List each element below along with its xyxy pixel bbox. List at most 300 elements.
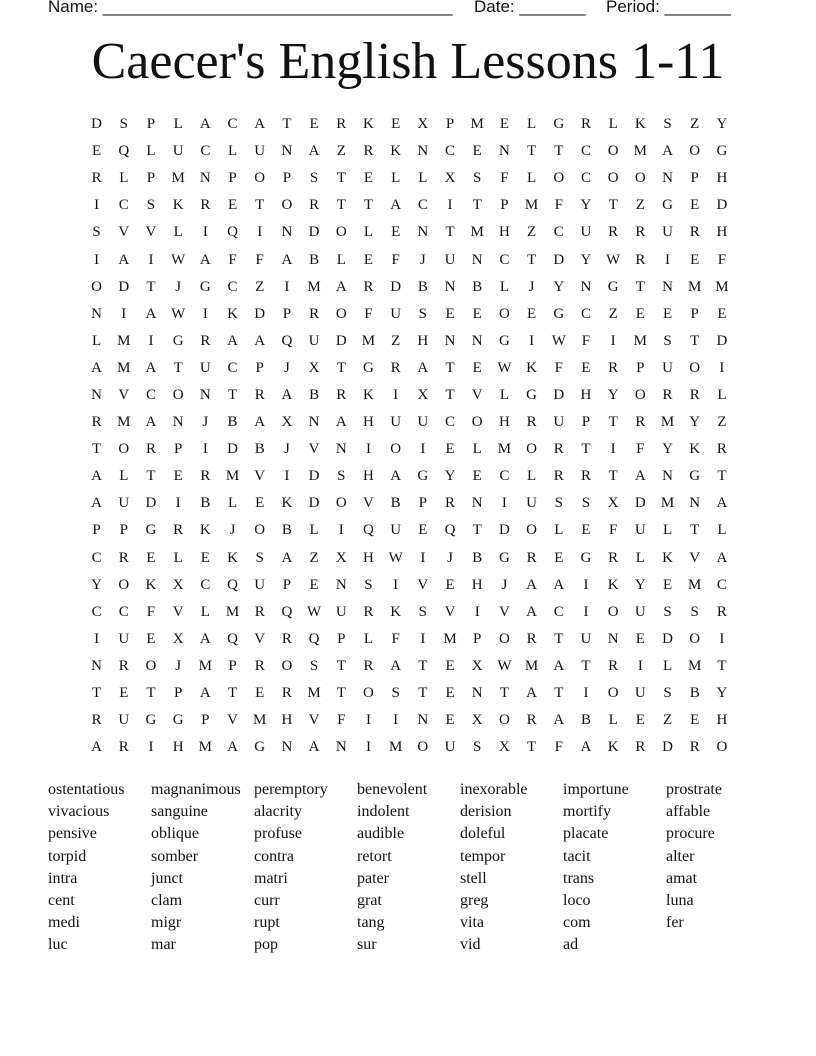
grid-letter: P (228, 170, 237, 187)
grid-letter: T (445, 224, 455, 241)
grid-letter: A (199, 630, 211, 647)
grid-letter: A (308, 143, 320, 160)
grid-letter: T (445, 386, 455, 403)
grid-letter: C (91, 603, 102, 620)
grid-letter: R (689, 224, 700, 241)
grid-row (83, 599, 736, 626)
grid-letter: N (444, 278, 456, 295)
word-list-item: peremptory (254, 781, 328, 798)
grid-letter: M (117, 332, 131, 349)
grid-letter: V (308, 712, 320, 729)
grid-letter: N (281, 224, 293, 241)
grid-letter: J (175, 657, 182, 674)
grid-letter: U (634, 522, 646, 539)
grid-letter: S (473, 739, 482, 756)
grid-letter: B (689, 685, 700, 702)
grid-letter: D (308, 468, 320, 485)
grid-letter: S (663, 603, 672, 620)
grid-letter: I (148, 739, 154, 756)
grid-letter: Q (444, 522, 456, 539)
word-list-item: vita (460, 914, 484, 932)
grid-letter: E (363, 170, 374, 187)
grid-letter: M (225, 603, 240, 620)
grid-letter: R (716, 441, 727, 458)
grid-letter: K (526, 359, 538, 376)
grid-letter: N (308, 414, 320, 431)
grid-letter: M (117, 359, 131, 376)
grid-letter: T (418, 657, 428, 674)
grid-letter: A (254, 332, 266, 349)
grid-letter: G (417, 468, 429, 485)
grid-letter: O (335, 495, 347, 512)
grid-letter: S (473, 170, 482, 187)
word-list-item: pensive (48, 825, 97, 843)
grid-letter: P (445, 116, 455, 133)
grid-letter: T (608, 414, 618, 431)
grid-letter: D (553, 386, 565, 403)
grid-letter: I (447, 197, 453, 214)
grid-letter: U (417, 414, 429, 431)
grid-letter: P (146, 170, 156, 187)
grid-letter: C (445, 143, 456, 160)
grid-letter: T (499, 685, 509, 702)
grid-letter: U (580, 224, 592, 241)
grid-letter: A (91, 739, 103, 756)
grid-letter: R (390, 359, 401, 376)
grid-letter: O (607, 603, 619, 620)
word-list-item: profuse (254, 825, 302, 843)
grid-letter: U (553, 414, 565, 431)
grid-letter: H (363, 549, 374, 566)
grid-letter: I (121, 305, 127, 322)
grid-letter: B (390, 495, 401, 512)
grid-letter: T (336, 359, 346, 376)
grid-letter: R (553, 468, 564, 485)
grid-letter: R (309, 305, 320, 322)
grid-letter: B (472, 549, 483, 566)
grid-letter: Y (607, 386, 619, 403)
grid-letter: I (637, 657, 643, 674)
grid-letter: M (633, 332, 648, 349)
grid-letter: H (172, 739, 184, 756)
grid-letter: M (497, 441, 512, 458)
grid-letter: L (173, 116, 183, 133)
word-list-item: rupt (254, 914, 280, 932)
grid-letter: N (281, 143, 293, 160)
grid-letter: P (282, 576, 292, 593)
grid-letter: L (309, 522, 319, 539)
page-title: Caecer's English Lessons 1-11 (91, 33, 725, 90)
grid-letter: R (91, 170, 102, 187)
grid-letter: Q (281, 332, 293, 349)
grid-letter: I (583, 576, 589, 593)
grid-letter: J (202, 414, 209, 431)
grid-letter: N (172, 414, 184, 431)
grid-letter: Z (336, 143, 346, 160)
grid-letter: U (634, 603, 646, 620)
grid-letter: A (662, 143, 673, 160)
grid-letter: V (227, 712, 238, 729)
word-list-item: alter (666, 847, 695, 865)
grid-letter: M (470, 116, 484, 133)
grid-letter: F (554, 739, 563, 756)
grid-letter: M (688, 657, 702, 674)
grid-letter: I (94, 630, 100, 647)
grid-letter: A (227, 739, 238, 756)
word-list-item: mar (151, 936, 176, 954)
grid-letter: R (118, 657, 129, 674)
grid-letter: I (202, 224, 208, 241)
grid-letter: R (336, 116, 347, 133)
grid-letter: Q (308, 630, 320, 647)
grid-letter: N (335, 441, 347, 458)
grid-letter: W (388, 549, 403, 566)
grid-row (83, 328, 736, 355)
grid-letter: G (553, 116, 565, 133)
grid-letter: U (199, 359, 211, 376)
grid-row (83, 490, 736, 517)
grid-letter: P (173, 685, 183, 702)
grid-letter: Y (91, 576, 103, 593)
grid-letter: P (119, 522, 128, 539)
grid-letter: L (527, 116, 537, 133)
word-list-item: tang (357, 914, 385, 932)
grid-letter: X (498, 739, 510, 756)
grid-letter: I (610, 332, 616, 349)
grid-letter: L (119, 170, 129, 187)
grid-letter: B (254, 441, 265, 458)
grid-letter: R (200, 468, 211, 485)
word-list-column (563, 779, 666, 957)
grid-letter: R (145, 441, 156, 458)
word-list-item: luna (666, 891, 694, 909)
grid-letter: I (284, 278, 290, 295)
grid-letter: S (309, 657, 319, 674)
grid-letter: A (335, 414, 347, 431)
grid-letter: A (580, 739, 592, 756)
grid-letter: X (607, 495, 619, 512)
grid-letter: D (634, 495, 646, 512)
grid-letter: P (500, 197, 509, 214)
grid-letter: X (444, 170, 456, 187)
word-list-item: cent (48, 891, 75, 909)
grid-letter: T (472, 522, 482, 539)
word-list-item: pop (254, 936, 278, 954)
grid-letter: F (554, 359, 563, 376)
grid-letter: P (282, 170, 292, 187)
grid-row (83, 138, 736, 165)
grid-letter: I (393, 386, 399, 403)
grid-letter: A (390, 657, 402, 674)
word-list-item: tacit (563, 847, 591, 865)
grid-letter: P (92, 522, 101, 539)
grid-letter: R (689, 739, 700, 756)
grid-letter: S (581, 495, 591, 512)
grid-letter: I (393, 712, 399, 729)
grid-letter: R (526, 630, 537, 647)
grid-letter: G (689, 468, 701, 485)
grid-letter: M (171, 170, 185, 187)
grid-letter: C (227, 359, 238, 376)
grid-letter: R (254, 603, 265, 620)
grid-letter: G (363, 359, 374, 376)
grid-letter: E (445, 305, 455, 322)
grid-letter: V (471, 386, 483, 403)
grid-letter: X (172, 576, 184, 593)
grid-letter: P (146, 116, 156, 133)
grid-letter: K (227, 305, 238, 322)
grid-letter: E (227, 197, 238, 214)
grid-letter: C (499, 468, 510, 485)
grid-letter: A (199, 251, 211, 268)
grid-letter: T (690, 332, 700, 349)
grid-letter: E (472, 359, 482, 376)
grid-letter: U (335, 603, 347, 620)
grid-letter: S (418, 305, 428, 322)
grid-letter: U (118, 630, 130, 647)
grid-letter: J (447, 549, 453, 566)
grid-letter: V (498, 603, 510, 620)
grid-letter: L (662, 657, 673, 674)
grid-letter: X (471, 657, 483, 674)
grid-letter: R (580, 468, 591, 485)
grid-letter: A (308, 739, 320, 756)
grid-letter: A (91, 359, 103, 376)
grid-letter: O (281, 657, 293, 674)
grid-letter: P (636, 359, 645, 376)
grid-letter: R (254, 386, 265, 403)
grid-letter: O (118, 576, 130, 593)
grid-letter: I (202, 441, 208, 458)
name-field[interactable]: Name: _____________________________________ (48, 0, 453, 16)
grid-letter: N (199, 386, 211, 403)
grid-letter: R (608, 549, 619, 566)
word-list-item: stell (460, 869, 487, 887)
grid-letter: S (146, 197, 156, 214)
grid-letter: R (608, 224, 619, 241)
grid-letter: E (445, 712, 455, 729)
grid-letter: T (336, 685, 346, 702)
grid-letter: O (254, 522, 266, 539)
grid-letter: P (690, 170, 699, 187)
grid-letter: A (335, 278, 347, 295)
word-list-item: sur (357, 936, 377, 954)
grid-letter: S (690, 603, 699, 620)
grid-letter: A (281, 549, 293, 566)
grid-letter: Z (690, 116, 700, 133)
grid-row (83, 355, 736, 382)
grid-letter: T (92, 441, 102, 458)
grid-letter: A (227, 332, 238, 349)
grid-letter: M (253, 712, 267, 729)
grid-letter: R (635, 224, 646, 241)
grid-letter: E (690, 712, 700, 729)
grid-letter: R (689, 386, 700, 403)
grid-letter: Q (281, 603, 293, 620)
word-list-item: importune (563, 781, 629, 798)
grid-letter: D (91, 116, 103, 133)
grid-letter: E (635, 305, 645, 322)
grid-letter: O (716, 739, 728, 756)
grid-letter: E (363, 251, 374, 268)
grid-letter: G (199, 278, 211, 295)
grid-letter: A (281, 251, 293, 268)
grid-letter: R (553, 441, 564, 458)
grid-letter: C (553, 603, 564, 620)
word-list-column (357, 779, 460, 957)
grid-letter: V (118, 224, 130, 241)
grid-letter: U (390, 414, 402, 431)
grid-letter: C (580, 143, 591, 160)
grid-letter: L (119, 468, 129, 485)
grid-letter: G (662, 197, 673, 214)
grid-letter: O (363, 685, 374, 702)
grid-letter: E (146, 549, 156, 566)
grid-letter: S (119, 116, 128, 133)
grid-letter: N (580, 278, 592, 295)
grid-letter: E (662, 576, 673, 593)
word-list-item: loco (563, 891, 591, 909)
grid-letter: L (527, 170, 537, 187)
grid-letter: Z (717, 414, 727, 431)
grid-letter: U (172, 143, 184, 160)
grid-letter: C (118, 197, 129, 214)
grid-letter: N (417, 143, 429, 160)
grid-letter: V (254, 630, 266, 647)
grid-letter: V (689, 549, 701, 566)
grid-letter: I (94, 197, 100, 214)
grid-letter: K (689, 441, 701, 458)
grid-letter: F (146, 603, 156, 620)
grid-letter: O (689, 359, 701, 376)
grid-row (83, 626, 736, 653)
grid-letter: R (118, 739, 129, 756)
grid-letter: N (444, 332, 456, 349)
grid-letter: D (662, 630, 673, 647)
grid-letter: Z (662, 712, 673, 729)
grid-letter: N (607, 630, 619, 647)
grid-letter: L (146, 143, 156, 160)
grid-letter: G (716, 143, 728, 160)
grid-letter: E (173, 468, 183, 485)
grid-letter: B (580, 712, 591, 729)
grid-letter: I (610, 441, 616, 458)
grid-letter: S (92, 224, 101, 241)
grid-letter: C (118, 603, 129, 620)
grid-letter: I (583, 603, 589, 620)
grid-letter: N (335, 739, 347, 756)
grid-letter: T (690, 522, 700, 539)
grid-letter: A (553, 712, 565, 729)
grid-letter: V (363, 495, 374, 512)
grid-letter: Q (227, 630, 238, 647)
grid-letter: M (361, 332, 376, 349)
grid-letter: P (337, 630, 346, 647)
grid-row (83, 707, 736, 734)
grid-letter: A (526, 603, 538, 620)
grid-letter: X (335, 549, 347, 566)
grid-letter: O (498, 712, 510, 729)
grid-letter: M (524, 657, 539, 674)
grid-letter: R (526, 549, 537, 566)
grid-letter: L (635, 549, 645, 566)
word-list-item: doleful (460, 825, 506, 843)
grid-letter: F (717, 251, 727, 268)
grid-letter: V (444, 603, 456, 620)
grid-letter: U (254, 576, 266, 593)
grid-letter: C (145, 386, 156, 403)
grid-letter: E (200, 549, 210, 566)
grid-letter: R (118, 549, 129, 566)
grid-letter: J (175, 278, 182, 295)
grid-letter: A (145, 359, 157, 376)
grid-letter: V (254, 468, 266, 485)
grid-letter: H (716, 224, 728, 241)
grid-letter: E (391, 116, 401, 133)
grid-letter: I (284, 468, 290, 485)
grid-letter: M (470, 224, 484, 241)
grid-letter: R (635, 414, 646, 431)
grid-letter: M (307, 685, 321, 702)
grid-letter: T (146, 468, 156, 485)
grid-letter: E (499, 116, 509, 133)
grid-letter: R (580, 116, 591, 133)
grid-letter: O (553, 170, 565, 187)
word-list-item: contra (254, 847, 294, 865)
grid-letter: Y (444, 468, 456, 485)
grid-letter: S (255, 549, 264, 566)
date-field[interactable]: Date: _______ (474, 0, 586, 16)
header-bar (48, 0, 732, 21)
grid-letter: Z (255, 278, 265, 295)
grid-letter: L (92, 332, 102, 349)
grid-row (83, 165, 736, 192)
grid-letter: F (228, 251, 237, 268)
grid-letter: M (117, 414, 131, 431)
grid-letter: Q (363, 522, 374, 539)
grid-letter: L (662, 522, 673, 539)
word-list-item: ostentatious (48, 781, 125, 798)
word-list-item: affable (666, 803, 711, 821)
grid-letter: T (336, 197, 346, 214)
grid-letter: O (634, 386, 646, 403)
grid-letter: F (608, 522, 618, 539)
grid-letter: K (145, 576, 157, 593)
grid-letter: Q (118, 143, 130, 160)
word-list-item: amat (666, 869, 698, 887)
word-list-column (666, 779, 769, 957)
grid-letter: I (94, 251, 100, 268)
grid-letter: A (526, 685, 538, 702)
grid-letter: Y (716, 116, 728, 133)
period-field[interactable]: Period: _______ (606, 0, 731, 16)
grid-letter: I (719, 359, 725, 376)
grid-letter: H (471, 576, 483, 593)
grid-letter: E (146, 630, 156, 647)
grid-letter: H (363, 468, 374, 485)
grid-letter: N (471, 332, 483, 349)
grid-letter: A (199, 685, 211, 702)
grid-letter: L (608, 116, 618, 133)
word-list-item: oblique (151, 825, 199, 843)
grid-letter: I (365, 712, 371, 729)
grid-letter: T (527, 251, 537, 268)
grid-letter: E (527, 305, 537, 322)
grid-letter: A (716, 549, 728, 566)
grid-letter: Q (227, 576, 238, 593)
word-list-item: greg (460, 891, 489, 909)
word-list-item: junct (151, 869, 183, 887)
